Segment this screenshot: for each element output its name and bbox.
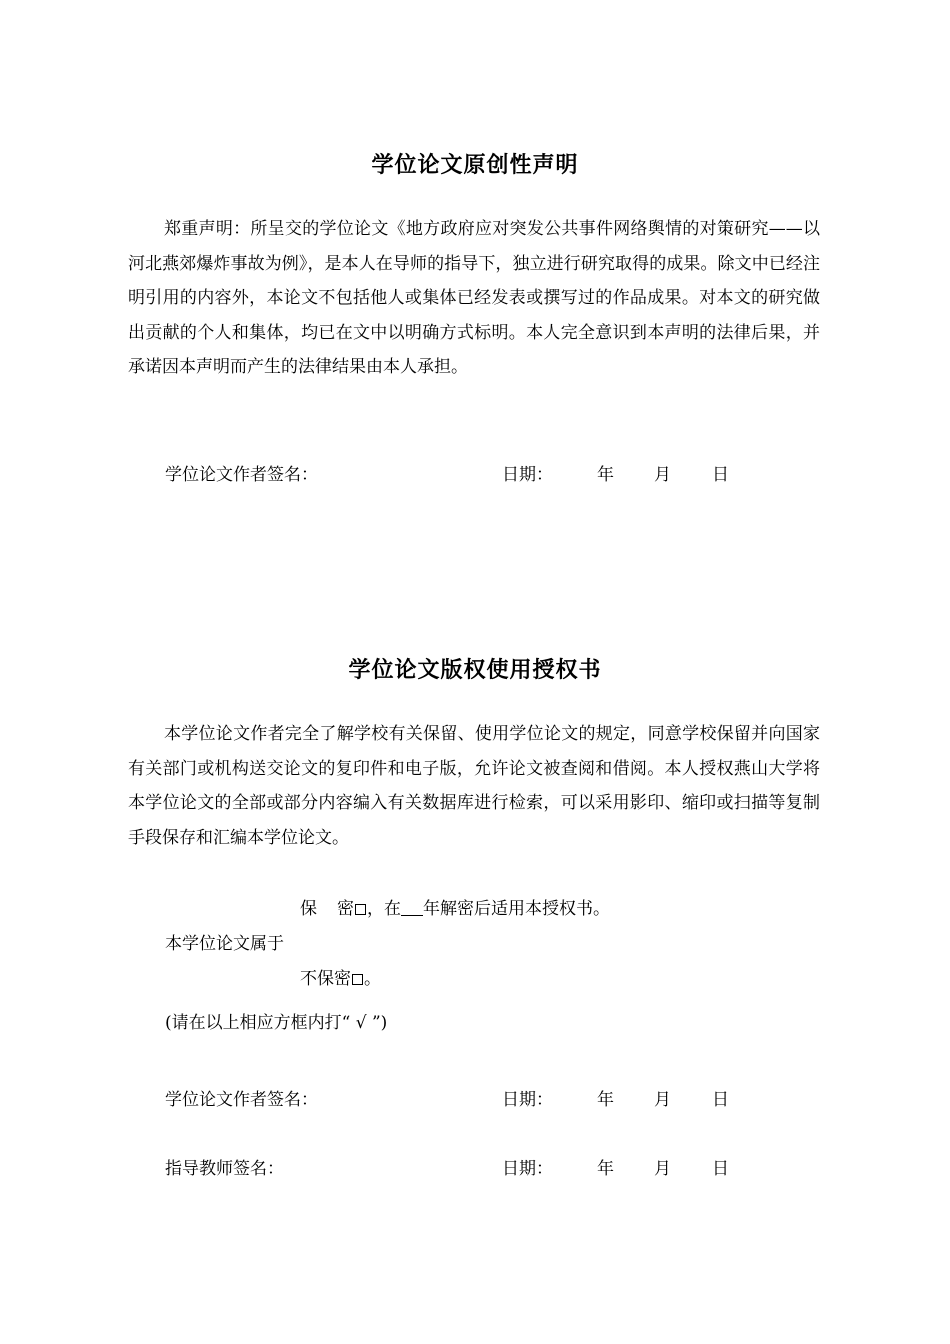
authorization-author-date-label: 日期：	[502, 1090, 553, 1110]
public-checkbox[interactable]	[352, 974, 363, 985]
authorization-author-month-label: 月	[654, 1090, 671, 1110]
authorization-author-year-label: 年	[597, 1090, 614, 1110]
authorization-author-day-label: 日	[712, 1090, 729, 1110]
decrypt-years-blank[interactable]	[401, 899, 423, 916]
option-secret-tail-a: ，在	[367, 899, 401, 919]
declaration-author-signature-label: 学位论文作者签名：	[165, 465, 318, 485]
belongs-label: 本学位论文属于	[165, 934, 284, 954]
authorization-title: 学位论文版权使用授权书	[348, 658, 602, 683]
advisor-month-label: 月	[654, 1159, 671, 1179]
option-public-tail: 。	[364, 969, 381, 989]
declaration-day-label: 日	[712, 465, 729, 485]
checkbox-instruction: (请在以上相应方框内打“ √ ”)	[165, 1013, 388, 1033]
declaration-year-label: 年	[597, 465, 614, 485]
advisor-year-label: 年	[597, 1159, 614, 1179]
authorization-body: 本学位论文作者完全了解学校有关保留、使用学位论文的规定，同意学校保留并向国家有关部门或机构送交论文的复印件和电子版，允许论文被查阅和借阅。本人授权燕山大学将本学位论文的全部或部分内容编入有关数据库进行检索，可以采用影印、缩印或扫描等复制手段保存和汇编本学位论文。	[128, 724, 820, 848]
declaration-date-label: 日期：	[502, 465, 553, 485]
declaration-month-label: 月	[654, 465, 671, 485]
advisor-day-label: 日	[712, 1159, 729, 1179]
declaration-title: 学位论文原创性声明	[371, 153, 579, 178]
option-public-label: 不保密	[300, 969, 351, 989]
advisor-date-label: 日期：	[502, 1159, 553, 1179]
option-secret-tail-b: 年解密后适用本授权书。	[423, 899, 610, 919]
option-secret	[300, 897, 610, 921]
authorization-author-signature-label: 学位论文作者签名：	[165, 1090, 318, 1110]
option-secret-label-a: 保	[300, 899, 317, 919]
secret-checkbox[interactable]	[355, 904, 366, 915]
option-secret-label-b: 密	[337, 899, 354, 919]
advisor-signature-label: 指导教师签名：	[165, 1159, 284, 1179]
option-public	[300, 967, 381, 991]
declaration-body: 郑重声明：所呈交的学位论文《地方政府应对突发公共事件网络舆情的对策研究——以河北燕郊爆炸事故为例》，是本人在导师的指导下，独立进行研究取得的成果。除文中已经注明引用的内容外，本论文不包括他人或集体已经发表或撰写过的作品成果。对本文的研究做出贡献的个人和集体，均已在文中以明确方式标明。本人完全意识到本声明的法律后果，并承诺因本声明而产生的法律结果由本人承担。	[128, 219, 820, 377]
